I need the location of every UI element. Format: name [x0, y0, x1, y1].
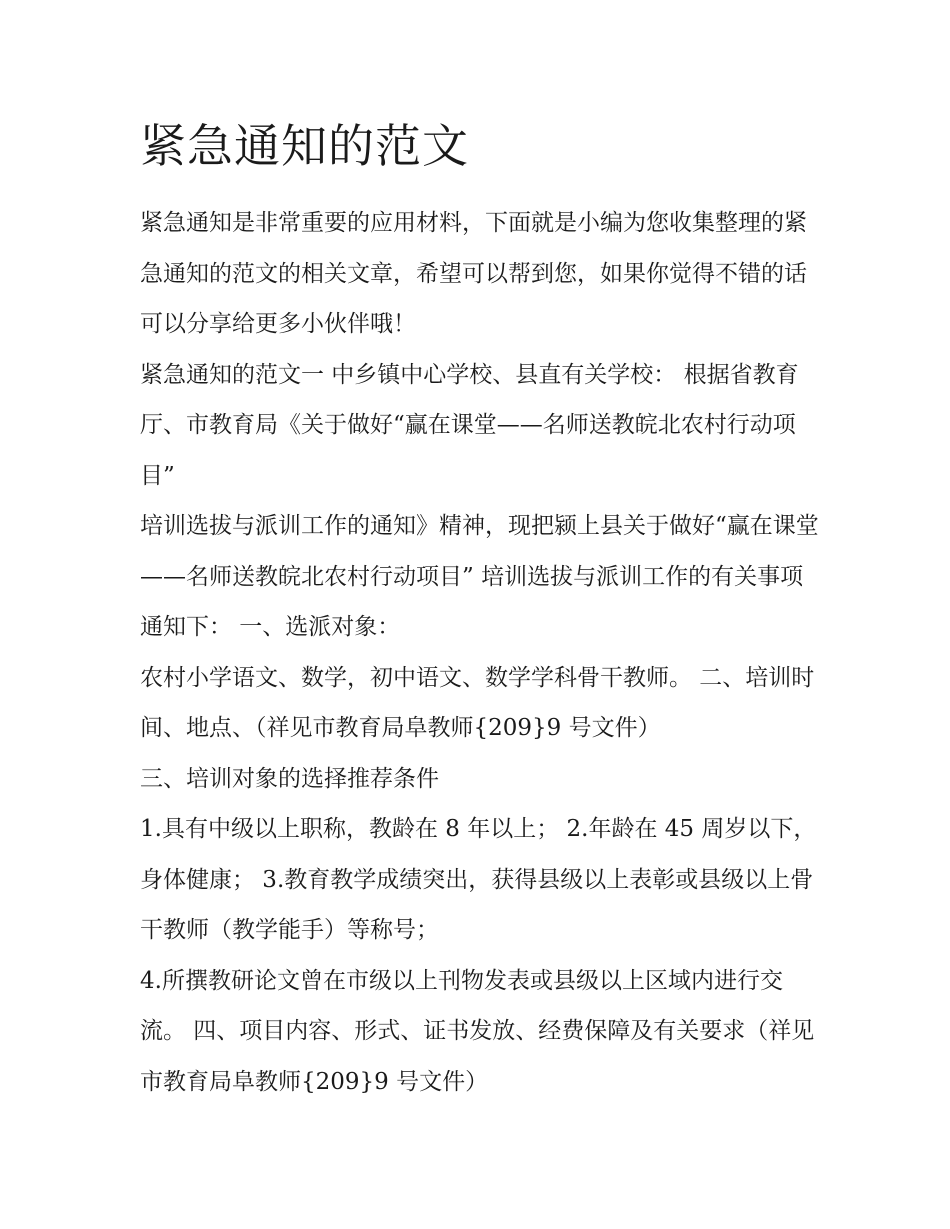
document-page: [140, 112, 820, 1107]
paragraph-notice-opening: 紧急通知的范文一 中乡镇中心学校、县直有关学校： 根据省教育厅、市教育局《关于做好“赢在课堂——名师送教皖北农村行动项目”: [140, 361, 799, 489]
paragraph-condition-4-and-section-four: 4.所撰教研论文曾在市级以上刊物发表或县级以上区域内进行交流。 四、项目内容、形式、证书发放、经费保障及有关要求（祥见市教育局阜教师{209}9 号文件）: [140, 967, 815, 1095]
paragraph-intro: 紧急通知是非常重要的应用材料，下面就是小编为您收集整理的紧急通知的范文的相关文章，希望可以帮到您，如果你觉得不错的话可以分享给更多小伙伴哦！: [140, 210, 807, 337]
paragraph-conditions-1-3: 1.具有中级以上职称，教龄在 8 年以上； 2.年龄在 45 周岁以下，身体健康； 3.教育教学成绩突出，获得县级以上表彰或县级以上骨干教师（教学能手）等称号；: [140, 816, 817, 943]
document-title: 紧急通知的范文: [140, 119, 469, 173]
paragraph-section-three-heading: 三、培训对象的选择推荐条件: [140, 765, 439, 792]
paragraph-training-selection: 培训选拔与派训工作的通知》精神，现把颍上县关于做好“赢在课堂——名师送教皖北农村行动项目” 培训选拔与派训工作的有关事项通知下： 一、选派对象：: [140, 513, 819, 640]
paragraph-target-and-time: 农村小学语文、数学，初中语文、数学学科骨干教师。 二、培训时间、地点、（祥见市教育局阜教师{209}9 号文件）: [140, 664, 815, 741]
